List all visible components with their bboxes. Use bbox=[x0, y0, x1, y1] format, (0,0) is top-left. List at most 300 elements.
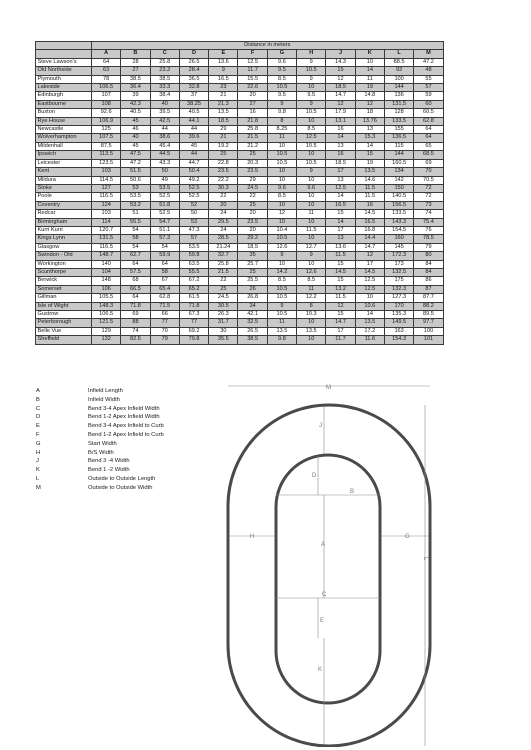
measurement-cell: 144 bbox=[384, 84, 413, 92]
track-name-cell: Glasgow bbox=[36, 243, 92, 251]
measurement-cell: 23.5 bbox=[238, 218, 267, 226]
measurement-cell: 54.7 bbox=[150, 218, 179, 226]
measurement-cell: 55 bbox=[414, 75, 443, 83]
measurement-cell: 34 bbox=[238, 302, 267, 310]
track-name-cell: Kent bbox=[36, 168, 92, 176]
measurement-cell: 10.4 bbox=[267, 226, 296, 234]
measurement-cell: 57.5 bbox=[121, 268, 150, 276]
measurement-cell: 115 bbox=[384, 142, 413, 150]
measurement-cell: 64 bbox=[414, 126, 443, 134]
measurement-cell: 13.76 bbox=[355, 117, 384, 125]
label-c: C bbox=[322, 592, 327, 598]
measurement-cell: 60 bbox=[414, 100, 443, 108]
measurement-cell: 17.2 bbox=[355, 327, 384, 335]
measurement-cell: 135.3 bbox=[384, 311, 413, 319]
measurement-cell: 10.5 bbox=[297, 67, 326, 75]
measurement-cell: 53.5 bbox=[121, 193, 150, 201]
measurement-cell: 57.3 bbox=[150, 235, 179, 243]
measurement-cell: 51.1 bbox=[150, 226, 179, 234]
legend-key: H bbox=[36, 449, 41, 456]
measurement-cell: 12.5 bbox=[355, 285, 384, 293]
table-row bbox=[36, 75, 444, 83]
measurement-cell: 39 bbox=[121, 92, 150, 100]
measurement-cell: 8.5 bbox=[297, 126, 326, 134]
track-name-cell: Berwick bbox=[36, 277, 92, 285]
measurement-cell: 154.5 bbox=[384, 226, 413, 234]
table-row bbox=[36, 260, 444, 268]
track-name-cell: Redcar bbox=[36, 210, 92, 218]
measurement-cell: 13.5 bbox=[209, 109, 238, 117]
measurement-cell: 21.3 bbox=[209, 100, 238, 108]
legend-item bbox=[36, 485, 216, 494]
measurement-cell: 50.4 bbox=[179, 168, 208, 176]
measurement-cell: 101 bbox=[414, 336, 443, 344]
measurement-cell: 88.2 bbox=[414, 302, 443, 310]
measurement-cell: 132 bbox=[92, 336, 121, 344]
track-name-cell: Gillman bbox=[36, 294, 92, 302]
measurement-cell: 16.8 bbox=[355, 226, 384, 234]
measurement-cell: 133.5 bbox=[384, 117, 413, 125]
measurement-cell: 148.3 bbox=[92, 302, 121, 310]
measurement-cell: 38.5 bbox=[150, 75, 179, 83]
measurement-cell: 103 bbox=[92, 210, 121, 218]
measurement-cell: 44.1 bbox=[179, 117, 208, 125]
measurement-cell: 40.5 bbox=[121, 109, 150, 117]
measurement-cell: 14.7 bbox=[355, 243, 384, 251]
measurement-cell: 132.5 bbox=[384, 268, 413, 276]
measurement-cell: 18.5 bbox=[209, 117, 238, 125]
column-header: B bbox=[121, 50, 150, 58]
measurement-cell: 62.7 bbox=[121, 252, 150, 260]
legend-key: M bbox=[36, 484, 41, 491]
measurement-cell: 105.5 bbox=[92, 294, 121, 302]
track-name-cell: Scunthorpe bbox=[36, 268, 92, 276]
measurement-cell: 145 bbox=[384, 243, 413, 251]
measurement-cell: 8.25 bbox=[267, 126, 296, 134]
measurement-cell: 106 bbox=[92, 285, 121, 293]
measurement-cell: 8 bbox=[267, 117, 296, 125]
measurement-cell: 11.5 bbox=[326, 252, 355, 260]
measurement-cell: 10 bbox=[355, 294, 384, 302]
track-name-cell: Old Northside bbox=[36, 67, 92, 75]
track-name-cell: Gustrow bbox=[36, 311, 92, 319]
measurement-cell: 28.5 bbox=[209, 235, 238, 243]
measurement-cell: 24.5 bbox=[209, 294, 238, 302]
measurement-cell: 77 bbox=[179, 319, 208, 327]
measurement-cell: 19.2 bbox=[209, 142, 238, 150]
measurement-cell: 9 bbox=[209, 67, 238, 75]
measurement-cell: 53.2 bbox=[121, 201, 150, 209]
measurement-cell: 54 bbox=[121, 226, 150, 234]
measurement-cell: 13 bbox=[326, 142, 355, 150]
track-name-cell: Buxton bbox=[36, 109, 92, 117]
legend-key: C bbox=[36, 405, 41, 412]
track-name-cell: Leicester bbox=[36, 159, 92, 167]
measurement-cell: 67.3 bbox=[179, 311, 208, 319]
measurement-cell: 42.5 bbox=[150, 117, 179, 125]
table-row bbox=[36, 302, 444, 310]
measurement-cell: 14.6 bbox=[355, 176, 384, 184]
measurement-cell: 11.5 bbox=[355, 193, 384, 201]
measurement-cell: 44.7 bbox=[179, 159, 208, 167]
label-e: E bbox=[320, 618, 325, 624]
measurement-cell: 9 bbox=[267, 252, 296, 260]
measurement-cell: 66 bbox=[150, 311, 179, 319]
measurement-cell: 8.5 bbox=[297, 277, 326, 285]
measurement-cell: 123.5 bbox=[92, 159, 121, 167]
measurement-cell: 49 bbox=[150, 176, 179, 184]
measurement-cell: 87.7 bbox=[414, 294, 443, 302]
measurement-cell: 55.5 bbox=[179, 268, 208, 276]
measurement-cell: 11.6 bbox=[355, 336, 384, 344]
measurement-cell: 23.5 bbox=[238, 168, 267, 176]
column-header: L bbox=[384, 50, 413, 58]
measurement-cell: 14.7 bbox=[326, 319, 355, 327]
measurement-cell: 106.5 bbox=[92, 311, 121, 319]
measurement-cell: 100 bbox=[384, 75, 413, 83]
measurement-cell: 14 bbox=[326, 218, 355, 226]
track-name-cell: Isle of Wight bbox=[36, 302, 92, 310]
measurement-cell: 53 bbox=[179, 218, 208, 226]
measurement-cell: 10 bbox=[355, 58, 384, 66]
measurement-cell: 80 bbox=[414, 252, 443, 260]
measurement-cell: 60.5 bbox=[414, 109, 443, 117]
measurement-cell: 70.5 bbox=[414, 176, 443, 184]
measurement-cell: 25 bbox=[238, 151, 267, 159]
table-row bbox=[36, 67, 444, 75]
measurement-cell: 63 bbox=[92, 67, 121, 75]
measurement-cell: 12.7 bbox=[297, 243, 326, 251]
measurement-cell: 74 bbox=[414, 210, 443, 218]
track-name-cell: Steve Lawson's bbox=[36, 58, 92, 66]
measurement-cell: 21.2 bbox=[238, 142, 267, 150]
measurement-cell: 9 bbox=[267, 302, 296, 310]
measurement-cell: 15 bbox=[326, 67, 355, 75]
measurement-cell: 9 bbox=[267, 100, 296, 108]
track-name-cell: Mildura bbox=[36, 176, 92, 184]
measurement-cell: 9 bbox=[297, 75, 326, 83]
measurement-cell: 24 bbox=[209, 226, 238, 234]
measurement-cell: 40 bbox=[150, 100, 179, 108]
measurement-cell: 38.5 bbox=[121, 75, 150, 83]
legend-key: J bbox=[36, 458, 39, 465]
measurement-cell: 10 bbox=[267, 260, 296, 268]
measurement-cell: 67 bbox=[150, 277, 179, 285]
measurement-cell: 20 bbox=[238, 92, 267, 100]
measurement-cell: 155 bbox=[384, 126, 413, 134]
track-name-cell: Swindon - Old bbox=[36, 252, 92, 260]
measurement-cell: 149.5 bbox=[384, 319, 413, 327]
measurement-cell: 16.5 bbox=[355, 218, 384, 226]
measurement-cell: 37 bbox=[179, 92, 208, 100]
legend-key: E bbox=[36, 423, 40, 430]
measurement-cell: 13.1 bbox=[326, 117, 355, 125]
measurement-cell: 70 bbox=[414, 168, 443, 176]
measurement-cell: 29.5 bbox=[209, 218, 238, 226]
legend-description: Bend 3-4 Apex Infield to Curb bbox=[88, 423, 164, 430]
measurement-cell: 9.6 bbox=[267, 58, 296, 66]
measurement-cell: 18 bbox=[355, 109, 384, 117]
measurement-cell: 44 bbox=[150, 126, 179, 134]
track-name-cell: Rye House bbox=[36, 117, 92, 125]
measurement-cell: 148 bbox=[92, 277, 121, 285]
measurement-cell: 42.3 bbox=[121, 100, 150, 108]
measurement-cell: 26.3 bbox=[209, 311, 238, 319]
measurement-cell: 17 bbox=[326, 327, 355, 335]
measurement-cell: 10.5 bbox=[267, 311, 296, 319]
legend-description: Outside to Outside Length bbox=[88, 475, 156, 482]
measurement-cell: 58 bbox=[150, 268, 179, 276]
measurement-cell: 10 bbox=[267, 218, 296, 226]
measurement-cell: 14.3 bbox=[326, 58, 355, 66]
measurement-cell: 26.5 bbox=[179, 58, 208, 66]
measurement-cell: 88.5 bbox=[384, 58, 413, 66]
measurement-cell: 44.5 bbox=[150, 151, 179, 159]
measurement-cell: 10 bbox=[267, 168, 296, 176]
measurement-cell: 140.5 bbox=[384, 193, 413, 201]
measurement-cell: 160 bbox=[384, 235, 413, 243]
measurement-cell: 68.5 bbox=[414, 151, 443, 159]
measurement-cell: 64 bbox=[414, 134, 443, 142]
measurement-cell: 25 bbox=[238, 268, 267, 276]
measurement-cell: 48 bbox=[414, 67, 443, 75]
measurement-cell: 20 bbox=[238, 210, 267, 218]
measurement-cell: 20 bbox=[209, 201, 238, 209]
column-header: E bbox=[209, 50, 238, 58]
measurement-cell: 64 bbox=[121, 260, 150, 268]
measurement-cell: 23.2 bbox=[150, 67, 179, 75]
measurement-cell: 156.5 bbox=[384, 201, 413, 209]
measurement-cell: 10.5 bbox=[267, 235, 296, 243]
measurement-cell: 63.5 bbox=[179, 260, 208, 268]
legend-item bbox=[36, 441, 216, 450]
label-b: B bbox=[350, 489, 355, 495]
measurement-cell: 43.3 bbox=[150, 159, 179, 167]
measurement-cell: 38.4 bbox=[150, 92, 179, 100]
measurement-cell: 30.5 bbox=[209, 302, 238, 310]
measurement-cell: 52.5 bbox=[150, 210, 179, 218]
track-name-cell: Newcastle bbox=[36, 126, 92, 134]
measurement-cell: 172.3 bbox=[384, 252, 413, 260]
measurement-cell: 14.4 bbox=[355, 235, 384, 243]
table-row bbox=[36, 294, 444, 302]
measurement-cell: 21.8 bbox=[238, 117, 267, 125]
track-name-cell: Workington bbox=[36, 260, 92, 268]
legend-key: B bbox=[36, 396, 40, 403]
measurement-cell: 10.6 bbox=[355, 302, 384, 310]
measurement-cell: 54 bbox=[150, 243, 179, 251]
measurement-cell: 131.5 bbox=[384, 100, 413, 108]
measurement-cell: 106.5 bbox=[92, 84, 121, 92]
measurement-cell: 79 bbox=[414, 243, 443, 251]
measurement-cell: 16 bbox=[326, 126, 355, 134]
measurement-cell: 8.5 bbox=[267, 193, 296, 201]
measurement-cell: 10 bbox=[297, 336, 326, 344]
table-row bbox=[36, 100, 444, 108]
measurement-cell: 10 bbox=[267, 176, 296, 184]
legend-key: G bbox=[36, 440, 41, 447]
table-row bbox=[36, 126, 444, 134]
label-l: L bbox=[422, 557, 428, 561]
measurement-cell: 10 bbox=[297, 193, 326, 201]
measurement-cell: 106.9 bbox=[92, 117, 121, 125]
measurement-cell: 13.6 bbox=[209, 58, 238, 66]
measurement-cell: 107 bbox=[92, 92, 121, 100]
measurement-cell: 18.5 bbox=[326, 159, 355, 167]
legend-key: F bbox=[36, 431, 40, 438]
measurement-cell: 18.5 bbox=[238, 243, 267, 251]
measurement-cell: 30 bbox=[209, 327, 238, 335]
measurement-cell: 23.5 bbox=[209, 168, 238, 176]
measurement-cell: 55.5 bbox=[121, 218, 150, 226]
dimension-lines bbox=[228, 386, 430, 746]
legend-item bbox=[36, 414, 216, 423]
legend-item bbox=[36, 432, 216, 441]
measurement-cell: 73 bbox=[414, 201, 443, 209]
table-row bbox=[36, 218, 444, 226]
measurement-cell: 40 bbox=[121, 134, 150, 142]
legend-item bbox=[36, 406, 216, 415]
measurement-cell: 88 bbox=[121, 319, 150, 327]
measurement-cell: 22 bbox=[238, 193, 267, 201]
measurement-cell: 79 bbox=[150, 336, 179, 344]
measurement-cell: 12.2 bbox=[297, 294, 326, 302]
measurement-cell: 19 bbox=[355, 159, 384, 167]
legend-item bbox=[36, 458, 216, 467]
table-row bbox=[36, 243, 444, 251]
measurement-cell: 116.5 bbox=[92, 243, 121, 251]
measurement-cell: 21.5 bbox=[209, 268, 238, 276]
measurement-cell: 77 bbox=[150, 319, 179, 327]
measurement-cell: 65.2 bbox=[179, 285, 208, 293]
measurement-cell: 11.5 bbox=[355, 184, 384, 192]
measurement-cell: 29 bbox=[209, 126, 238, 134]
measurement-cell: 13.2 bbox=[326, 285, 355, 293]
measurement-cell: 14.2 bbox=[267, 268, 296, 276]
measurement-cell: 51.5 bbox=[121, 168, 150, 176]
measurement-cell: 40.5 bbox=[179, 109, 208, 117]
legend-item bbox=[36, 450, 216, 459]
measurement-cell: 10.5 bbox=[267, 294, 296, 302]
measurement-cell: 10 bbox=[297, 319, 326, 327]
legend-description: Infield Width bbox=[88, 396, 120, 403]
measurement-cell: 44 bbox=[179, 126, 208, 134]
measurement-cell: 33.3 bbox=[150, 84, 179, 92]
measurement-cell: 65 bbox=[414, 142, 443, 150]
measurement-cell: 36.4 bbox=[121, 84, 150, 92]
table-row bbox=[36, 252, 444, 260]
measurement-cell: 100 bbox=[414, 327, 443, 335]
measurement-cell: 69 bbox=[414, 159, 443, 167]
label-a: A bbox=[321, 542, 326, 548]
column-header-row bbox=[36, 50, 444, 58]
measurement-cell: 13.5 bbox=[355, 168, 384, 176]
measurement-cell: 11.7 bbox=[326, 336, 355, 344]
measurement-cell: 134 bbox=[384, 168, 413, 176]
track-name-cell: Wolverhampton bbox=[36, 134, 92, 142]
measurement-cell: 22 bbox=[209, 277, 238, 285]
measurement-cell: 8.5 bbox=[267, 277, 296, 285]
measurement-cell: 68 bbox=[121, 277, 150, 285]
measurement-cell: 47.5 bbox=[121, 151, 150, 159]
measurement-cell: 9.8 bbox=[267, 109, 296, 117]
legend-item bbox=[36, 397, 216, 406]
table-row bbox=[36, 201, 444, 209]
measurement-cell: 136 bbox=[384, 92, 413, 100]
measurement-cell: 12.5 bbox=[297, 134, 326, 142]
table-row bbox=[36, 58, 444, 66]
measurement-cell: 25 bbox=[238, 201, 267, 209]
measurement-cell: 25.5 bbox=[238, 277, 267, 285]
measurement-cell: 10 bbox=[297, 151, 326, 159]
legend-description: Bend 1 -2 Width bbox=[88, 467, 130, 474]
measurement-cell: 107.5 bbox=[92, 134, 121, 142]
measurement-cell: 18.5 bbox=[326, 84, 355, 92]
measurement-cell: 14 bbox=[326, 134, 355, 142]
measurement-cell: 50.6 bbox=[121, 176, 150, 184]
measurement-cell: 64 bbox=[121, 294, 150, 302]
measurement-cell: 78.5 bbox=[414, 235, 443, 243]
table-row bbox=[36, 235, 444, 243]
measurement-cell: 13.6 bbox=[326, 243, 355, 251]
label-g: G bbox=[405, 534, 410, 540]
measurement-cell: 59 bbox=[414, 92, 443, 100]
table-row bbox=[36, 285, 444, 293]
measurement-cell: 9.5 bbox=[267, 92, 296, 100]
measurement-cell: 9.6 bbox=[297, 184, 326, 192]
measurement-cell: 24 bbox=[209, 210, 238, 218]
measurement-cell: 8.5 bbox=[267, 75, 296, 83]
measurement-cell: 22 bbox=[209, 193, 238, 201]
measurement-cell: 10.5 bbox=[297, 109, 326, 117]
table-row bbox=[36, 142, 444, 150]
legend-item bbox=[36, 467, 216, 476]
measurement-cell: 16 bbox=[326, 151, 355, 159]
measurement-cell: 14.5 bbox=[355, 268, 384, 276]
measurement-cell: 72 bbox=[414, 193, 443, 201]
measurement-cell: 57 bbox=[179, 235, 208, 243]
measurement-cell: 131.5 bbox=[92, 235, 121, 243]
measurement-cell: 49.2 bbox=[179, 176, 208, 184]
column-header: J bbox=[326, 50, 355, 58]
measurement-cell: 14.5 bbox=[355, 210, 384, 218]
measurement-cell: 15 bbox=[326, 260, 355, 268]
table-row bbox=[36, 319, 444, 327]
legend-description: Bend 3-4 Apex Infield Width bbox=[88, 405, 160, 412]
track-name-cell: Kings Lynn bbox=[36, 235, 92, 243]
measurement-cell: 59.8 bbox=[179, 252, 208, 260]
track-name-cell: Peterborough bbox=[36, 319, 92, 327]
table-row bbox=[36, 327, 444, 335]
column-header: H bbox=[297, 50, 326, 58]
measurement-cell: 57 bbox=[414, 84, 443, 92]
measurement-cell: 29.2 bbox=[238, 235, 267, 243]
measurement-cell: 9 bbox=[297, 168, 326, 176]
track-name-cell: Sheffield bbox=[36, 336, 92, 344]
legend-item bbox=[36, 476, 216, 485]
measurement-cell: 9 bbox=[297, 252, 326, 260]
measurement-cell: 45 bbox=[121, 142, 150, 150]
measurement-cell: 47.2 bbox=[121, 159, 150, 167]
table-row bbox=[36, 336, 444, 344]
track-name-cell: Belle Vue bbox=[36, 327, 92, 335]
measurement-cell: 16.5 bbox=[326, 201, 355, 209]
measurement-cell: 12 bbox=[355, 100, 384, 108]
measurement-cell: 13 bbox=[355, 126, 384, 134]
measurement-cell: 10.5 bbox=[267, 285, 296, 293]
measurement-cell: 26 bbox=[238, 285, 267, 293]
measurement-cell: 10 bbox=[297, 84, 326, 92]
